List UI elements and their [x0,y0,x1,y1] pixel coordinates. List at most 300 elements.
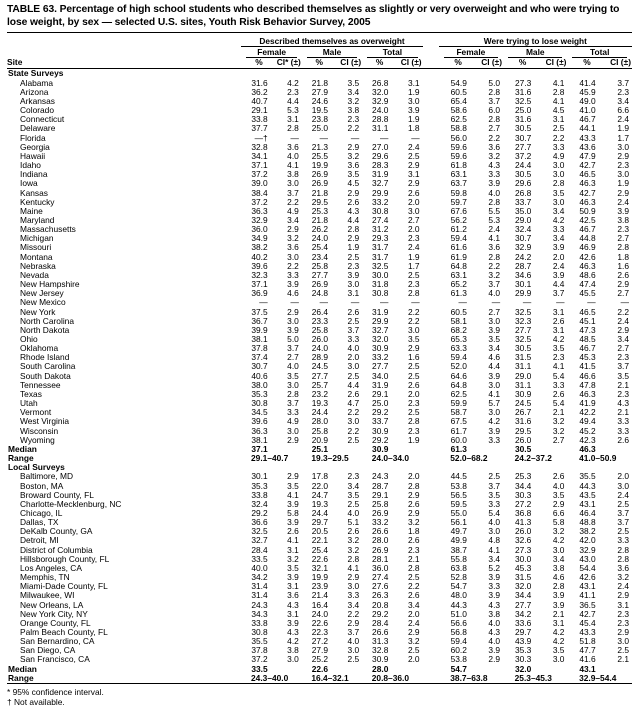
value-cell: 46.5 [579,170,596,180]
value-cell: 2.0 [407,609,420,619]
table-row [7,427,632,436]
value-cell: 2.2 [488,261,501,271]
percent-header: % [439,58,470,69]
value-cell: 4.8 [488,536,501,546]
value-cell: 56.8 [450,628,467,637]
value-cell: 30.7 [251,362,268,372]
value-cell: 62.5 [450,115,467,125]
value-cell: 47.7 [579,646,596,656]
value-cell: 3.0 [488,316,501,326]
value-cell: 26.0 [311,335,328,344]
value-cell: 5.3 [488,215,501,225]
value-cell: 2.5 [347,252,360,262]
value-cell: 2.6 [617,435,629,445]
value-cell: 4.0 [287,362,299,372]
range-row [7,454,632,463]
site-cell: District of Columbia [20,545,93,555]
value-cell: 2.3 [347,261,360,271]
value-cell: — [556,298,565,308]
value-cell: 20.8 [372,600,389,610]
value-cell: 59.4 [450,353,467,363]
value-cell: 42.5 [579,215,596,225]
value-cell: 2.8 [347,554,360,564]
value-cell: 32.8 [372,646,389,656]
value-cell: 4.2 [552,536,565,546]
value-cell: 1.8 [407,124,420,134]
table-row [7,79,632,88]
value-cell: 2.8 [488,197,501,207]
value-cell: 3.6 [287,591,299,601]
value-cell: 45.5 [579,289,596,299]
value-cell: 32.9 [514,243,532,253]
table-row [7,646,632,655]
value-cell: 3.1 [407,170,420,180]
value-cell: 3.0 [347,417,360,427]
median-value: 32.0 [514,664,532,674]
value-cell: 28.4 [251,545,268,555]
median-value: 43.1 [579,664,596,674]
value-cell: 25.4 [311,243,328,253]
value-cell: 32.0 [514,582,532,592]
value-cell: 3.0 [617,170,629,180]
median-value: 25.1 [311,444,328,454]
value-cell: 21.8 [311,188,328,198]
value-cell: 63.8 [450,563,467,573]
value-cell: 49.0 [579,96,596,106]
value-cell: 35.0 [514,206,532,216]
value-cell: 37.2 [251,170,268,180]
value-cell: 2.2 [287,197,299,207]
value-cell: 4.1 [488,234,501,244]
value-cell: 45.3 [579,353,596,363]
value-cell: 2.7 [488,124,501,134]
value-cell: 2.6 [347,307,360,317]
site-cell: Indiana [20,170,48,180]
site-cell: New York City, NY [20,609,88,619]
value-cell: 38.7 [450,545,467,555]
value-cell: 27.7 [514,325,532,335]
table-row [7,591,632,600]
value-cell: 36.5 [579,600,596,610]
value-cell: 32.7 [372,179,389,189]
value-cell: 4.2 [287,78,299,88]
value-cell: 30.8 [251,399,268,409]
value-cell: 25.5 [311,151,328,161]
value-cell: 30.0 [372,270,389,280]
value-cell: 31.8 [372,280,389,290]
value-cell: 4.9 [287,206,299,216]
value-cell: 61.7 [450,426,467,436]
value-cell: 2.3 [347,115,360,125]
value-cell: 19.5 [311,106,328,116]
value-cell: 43.5 [579,490,596,500]
table-row [7,500,632,509]
value-cell: 3.3 [552,225,565,235]
value-cell: 32.8 [251,142,268,152]
value-cell: 3.0 [488,527,501,537]
value-cell: 23.8 [311,115,328,125]
site-cell: Utah [20,399,38,409]
value-cell: 2.8 [347,225,360,235]
value-cell: 65.2 [450,280,467,290]
value-cell: 34.1 [251,151,268,161]
header-columns-row [7,58,632,69]
value-cell: 3.9 [488,179,501,189]
value-cell: 5.4 [552,371,565,381]
value-cell: 27.3 [514,78,532,88]
value-cell: 3.2 [552,426,565,436]
value-cell: — [379,298,389,308]
value-cell: 4.9 [287,417,299,427]
value-cell: 3.8 [347,106,360,116]
value-cell: 2.1 [617,408,629,418]
section-row [7,69,632,79]
value-cell: 2.2 [347,408,360,418]
value-cell: — [350,298,360,308]
value-cell: 60.5 [450,87,467,97]
value-cell: 32.7 [251,536,268,546]
value-cell: 2.3 [617,609,629,619]
value-cell: 26.2 [311,225,328,235]
value-cell: 2.6 [347,197,360,207]
value-cell: 29.9 [372,316,389,326]
value-cell: 4.2 [552,637,565,647]
value-cell: 37.4 [251,353,268,363]
value-cell: 3.2 [407,637,420,647]
site-cell: Kentucky [20,197,55,207]
value-cell: 3.7 [617,508,629,518]
value-cell: 41.3 [514,518,532,528]
value-cell: 2.7 [488,307,501,317]
value-cell: 2.4 [617,316,629,326]
value-cell: 3.7 [287,188,299,198]
value-cell: 2.8 [552,582,565,592]
value-cell: 4.0 [347,637,360,647]
value-cell: 3.5 [488,335,501,344]
value-cell: 3.4 [407,600,420,610]
value-cell: 35.5 [579,472,596,482]
value-cell: 3.6 [287,142,299,152]
value-cell: 43.1 [579,582,596,592]
percent-header: % [567,58,598,69]
value-cell: 27.4 [372,573,389,583]
value-cell: 59.9 [450,399,467,409]
value-cell: 2.3 [407,234,420,244]
value-cell: 30.1 [514,280,532,290]
table-row [7,106,632,115]
value-cell: 2.9 [287,435,299,445]
value-cell: 46.3 [579,197,596,207]
value-cell: 3.9 [488,371,501,381]
value-cell: 2.2 [552,133,565,143]
value-cell: 3.1 [552,618,565,628]
value-cell: 1.9 [407,252,420,262]
value-cell: 3.3 [287,408,299,418]
value-cell: 25.7 [311,380,328,390]
value-cell: —† [254,133,268,143]
value-cell: 6.6 [617,106,629,116]
value-cell: 29.5 [311,197,328,207]
value-cell: 4.1 [287,490,299,500]
value-cell: 30.8 [251,628,268,637]
value-cell: 56.1 [450,518,467,528]
value-cell: 2.6 [347,389,360,399]
value-cell: 29.1 [372,389,389,399]
header-group-row [7,34,632,47]
value-cell: 4.6 [552,573,565,583]
value-cell: 3.9 [407,106,420,116]
value-cell: 34.9 [251,234,268,244]
value-cell: 4.0 [552,481,565,491]
value-cell: 5.4 [552,399,565,409]
value-cell: 37.1 [251,280,268,290]
value-cell: 3.0 [552,545,565,555]
value-cell: 3.4 [552,554,565,564]
value-cell: 3.7 [488,481,501,491]
table-row [7,207,632,216]
value-cell: 24.0 [311,609,328,619]
value-cell: 2.6 [347,527,360,537]
value-cell: 3.5 [552,490,565,500]
value-cell: 3.4 [347,87,360,97]
site-cell: Nebraska [20,261,56,271]
value-cell: 2.3 [617,87,629,97]
table-row [7,390,632,399]
site-cell: New Hampshire [20,280,80,290]
value-cell: 4.3 [488,628,501,637]
value-cell: 2.8 [407,417,420,427]
value-cell: 4.0 [488,289,501,299]
value-cell: 54.4 [579,563,596,573]
value-cell: 2.9 [287,472,299,482]
value-cell: 4.1 [287,536,299,546]
value-cell: 3.1 [287,582,299,592]
value-cell: 3.5 [407,335,420,344]
value-cell: 26.9 [311,179,328,189]
value-cell: 33.8 [251,490,268,500]
value-cell: 60.0 [450,435,467,445]
range-row [7,674,632,684]
value-cell: 1.7 [407,261,420,271]
value-cell: 52.0 [450,362,467,372]
value-cell: 3.3 [552,380,565,390]
value-cell: 2.7 [287,353,299,363]
site-cell: Arizona [20,87,49,97]
value-cell: — [458,298,467,308]
value-cell: 24.5 [514,399,532,409]
value-cell: 2.9 [407,508,420,518]
value-cell: 32.9 [579,545,596,555]
value-cell: 38.2 [251,243,268,253]
value-cell: 41.0 [579,106,596,116]
value-cell: 45.3 [514,563,532,573]
median-value: 30.9 [372,444,389,454]
percent-header: % [503,58,534,69]
table-row [7,225,632,234]
value-cell: 3.4 [552,206,565,216]
value-cell: 29.9 [372,188,389,198]
value-cell: 40.0 [251,563,268,573]
value-cell: 5.7 [488,399,501,409]
value-cell: 32.7 [372,325,389,335]
value-cell: 37.2 [251,655,268,665]
value-cell: 27.9 [311,646,328,656]
value-cell: 2.3 [407,280,420,290]
value-cell: 3.3 [617,417,629,427]
value-cell: 2.8 [407,563,420,573]
value-cell: 61.2 [450,225,467,235]
value-cell: 3.7 [287,399,299,409]
value-cell: 5.1 [347,518,360,528]
value-cell: 42.7 [579,609,596,619]
value-cell: 22.0 [311,481,328,491]
value-cell: 27.7 [514,142,532,152]
value-cell: 29.6 [372,151,389,161]
site-cell: North Carolina [20,316,74,326]
value-cell: 34.4 [514,591,532,601]
value-cell: 61.3 [450,289,467,299]
value-cell: 25.4 [311,545,328,555]
table-row [7,170,632,179]
value-cell: 3.9 [488,325,501,335]
value-cell: 27.3 [514,545,532,555]
value-cell: 56.0 [450,133,467,143]
value-cell: 2.4 [617,115,629,125]
value-cell: 33.2 [372,197,389,207]
value-cell: 31.4 [251,591,268,601]
value-cell: 4.3 [488,600,501,610]
value-cell: 2.5 [488,472,501,482]
value-cell: — [522,298,532,308]
range-value: 38.7–63.8 [439,674,503,684]
value-cell: 44.3 [450,600,467,610]
range-value: 24.3–40.0 [241,674,301,684]
value-cell: 4.1 [347,563,360,573]
section-row [7,463,632,472]
value-cell: 56.2 [450,215,467,225]
value-cell: 2.9 [407,490,420,500]
site-cell: Arkansas [20,96,55,106]
table-row [7,152,632,161]
value-cell: 25.2 [311,655,328,665]
value-cell: 58.6 [450,106,467,116]
value-cell: 4.1 [488,545,501,555]
value-cell: 35.3 [251,389,268,399]
value-cell: 2.5 [347,316,360,326]
value-cell: 63.7 [450,179,467,189]
value-cell: — [290,133,299,143]
value-cell: 3.1 [552,307,565,317]
value-cell: 2.6 [407,188,420,198]
value-cell: 2.3 [617,353,629,363]
value-cell: 2.8 [407,289,420,299]
ci-header: CI (±) [599,58,632,69]
value-cell: 31.5 [514,573,532,583]
value-cell: 20.9 [311,435,328,445]
value-cell: 2.8 [617,554,629,564]
site-cell: Hawaii [20,151,46,161]
value-cell: 3.0 [287,426,299,436]
section-label: Local Surveys [8,463,65,473]
value-cell: 45.9 [579,87,596,97]
subgroup-label: Male [503,47,567,59]
subgroup-label: Female [241,47,301,59]
value-cell: 3.3 [488,582,501,592]
value-cell: 2.2 [347,609,360,619]
value-cell: 56.5 [450,490,467,500]
range-value: 16.4–32.1 [302,674,362,684]
ci-header: CI (±) [391,58,422,69]
table-row [7,472,632,481]
document-page [7,4,632,708]
value-cell: 2.4 [617,582,629,592]
value-cell: 58.8 [450,124,467,134]
value-cell: 4.4 [347,215,360,225]
value-cell: 29.2 [251,508,268,518]
median-value: 30.5 [514,444,532,454]
value-cell: 4.1 [287,161,299,171]
value-cell: 41.5 [579,362,596,372]
value-cell: 26.9 [311,170,328,180]
value-cell: 26.0 [514,527,532,537]
site-cell: DeKalb County, GA [20,527,93,537]
value-cell: 3.7 [617,518,629,528]
site-cell: Kansas [20,188,48,198]
value-cell: 3.4 [488,554,501,564]
value-cell: 3.9 [287,280,299,290]
value-cell: 48.0 [450,591,467,601]
value-cell: 2.8 [617,545,629,555]
value-cell: 3.7 [617,78,629,88]
value-cell: 29.0 [514,215,532,225]
column-group-label: Described themselves as overweight [241,34,422,47]
value-cell: — [319,133,328,143]
site-cell: New Jersey [20,289,64,299]
value-cell: 32.5 [514,96,532,106]
value-cell: 4.3 [488,161,501,171]
value-cell: 42.6 [579,573,596,583]
site-cell: Iowa [20,179,38,189]
value-cell: 2.3 [552,353,565,363]
table-row [7,527,632,536]
value-cell: 31.9 [372,307,389,317]
table-row [7,326,632,335]
value-cell: 1.9 [407,87,420,97]
site-cell: Charlotte-Mecklenburg, NC [20,499,122,509]
value-cell: 27.7 [311,270,328,280]
value-cell: 24.5 [311,362,328,372]
value-cell: 47.8 [579,380,596,390]
value-cell: 3.8 [552,563,565,573]
value-cell: 19.9 [311,161,328,171]
value-cell: 30.9 [514,389,532,399]
value-cell: 33.6 [514,618,532,628]
site-cell: Maine [20,206,43,216]
value-cell: 3.4 [287,215,299,225]
value-cell: 2.8 [287,124,299,134]
value-cell: 22.6 [311,618,328,628]
site-cell: Ohio [20,335,38,344]
table-row [7,289,632,298]
value-cell: 2.8 [407,481,420,491]
value-cell: 26.8 [514,188,532,198]
site-cell: Rhode Island [20,353,70,363]
value-cell: 2.8 [287,389,299,399]
value-cell: 3.7 [488,280,501,290]
value-cell: 46.3 [579,261,596,271]
value-cell: 1.9 [347,243,360,253]
value-cell: 2.7 [617,344,629,354]
